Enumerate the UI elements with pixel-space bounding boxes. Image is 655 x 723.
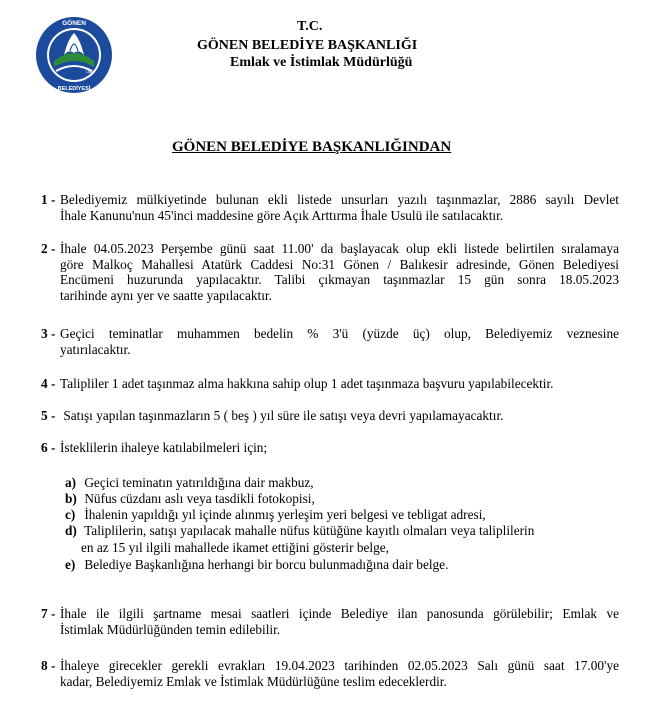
item-number: 1 - [41, 192, 56, 207]
document-title: GÖNEN BELEDİYE BAŞKANLIĞINDAN [172, 139, 452, 155]
logo-year: 1880 [85, 69, 95, 74]
item-text-line: Geçici teminatlar muhammen bedelin % 3'ü (yüzde üç) olup, Belediyemiz veznesine [60, 326, 619, 341]
item-text-line: Encümeni huzurunda yapılacaktır. Talibi çıkmayan taşınmazlar 15 gün sonra 18.05.2023 [60, 272, 619, 287]
sub-item-letter: a) [65, 475, 77, 490]
item-text-line: İhaleye girecekler gerekli evrakları 19.04.2023 tarihinden 02.05.2023 Salı günü saat 17.00'ye [60, 658, 619, 673]
item-number: 3 - [41, 326, 56, 341]
logo-text-bottom: BELEDİYESİ [57, 86, 91, 92]
item-text-line: göre Malkoç Mahallesi Atatürk Caddesi No:31 Gönen / Balıkesir adresinde, Gönen Belediyesi [60, 256, 619, 272]
item-text-line: İhale ile ilgili şartname mesai saatleri içinde Belediye ilan panosunda görülebilir; Emlak ve [60, 606, 619, 621]
item-text-line: İhale 04.05.2023 Perşembe günü saat 11.00' da başlayacak olup ekli listede belirtilen sıralamaya [60, 241, 619, 256]
header-department: Emlak ve İstimlak Müdürlüğü [230, 55, 413, 70]
list-item [41, 376, 619, 392]
list-item [41, 658, 619, 689]
sub-item-letter: c) [65, 507, 76, 522]
item-number: 6 - [41, 440, 56, 455]
logo-text-top: GÖNEN [62, 20, 86, 27]
list-item [41, 326, 619, 357]
sub-list-item [65, 475, 585, 491]
sub-item-text: Nüfus cüzdanı aslı veya tasdikli fotokopisi, [84, 491, 315, 506]
sub-item-letter: d) [65, 523, 77, 538]
sub-list-item-continuation [81, 540, 601, 556]
sub-item-text: Taliplilerin, satışı yapılacak mahalle nüfus kütüğüne kayıtlı olmaları veya taliplilerin [84, 523, 535, 538]
list-item [41, 606, 619, 637]
sub-item-text: en az 15 yıl ilgili mahallede ikamet ettiğini gösterir belge, [81, 540, 389, 555]
item-text-line: Belediyemiz mülkiyetinde bulunan ekli listede unsurları yazılı taşınmazlar, 2886 sayılı Devlet [60, 192, 619, 207]
sub-item-text: İhalenin yapıldığı yıl içinde alınmış yerleşim yeri belgesi ve tebligat adresi, [84, 507, 486, 522]
item-text-line: İsteklilerin ihaleye katılabilmeleri için; [60, 440, 268, 455]
sub-item-text: Geçici teminatın yatırıldığına dair makbuz, [84, 475, 314, 490]
sub-item-letter: e) [65, 557, 76, 572]
item-text-line: Talipliler 1 adet taşınmaz alma hakkına sahip olup 1 adet taşınmaza başvuru yapılabilecektir. [60, 376, 554, 391]
sub-list-item [65, 523, 585, 539]
item-text-line: yatırılacaktır. [60, 341, 131, 357]
list-item [41, 440, 619, 456]
list-item [41, 192, 619, 223]
item-text-line: İstimlak Müdürlüğünden temin edilebilir. [60, 621, 281, 637]
sub-list-item [65, 491, 585, 507]
sub-list-item [65, 507, 585, 523]
header-municipality: GÖNEN BELEDİYE BAŞKANLIĞI [197, 38, 418, 53]
item-text-line: kadar, Belediyemiz Emlak ve İstimlak Müdürlüğüne teslim edeceklerdir. [60, 673, 447, 689]
item-number: 4 - [41, 376, 56, 391]
item-text-line: İhale Kanunu'nun 45'inci maddesine göre Açık Arttırma İhale Usulü ile satılacaktır. [60, 207, 504, 223]
item-number: 8 - [41, 658, 56, 673]
item-text-line: tarihinde aynı yer ve saatte yapılacaktır. [60, 287, 272, 303]
sub-item-letter: b) [65, 491, 77, 506]
header-tc: T.C. [297, 19, 323, 34]
list-item [41, 241, 619, 303]
list-item [41, 408, 619, 424]
item-text-line: Satışı yapılan taşınmazların 5 ( beş ) yıl süre ile satışı veya devri yapılamayacaktır. [60, 408, 504, 423]
sub-item-text: Belediye Başkanlığına herhangi bir borcu bulunmadığına dair belge. [84, 557, 449, 572]
item-number: 2 - [41, 241, 56, 256]
item-number: 7 - [41, 606, 56, 621]
item-number: 5 - [41, 408, 56, 423]
sub-list-item [65, 557, 585, 573]
municipality-logo [34, 15, 114, 95]
